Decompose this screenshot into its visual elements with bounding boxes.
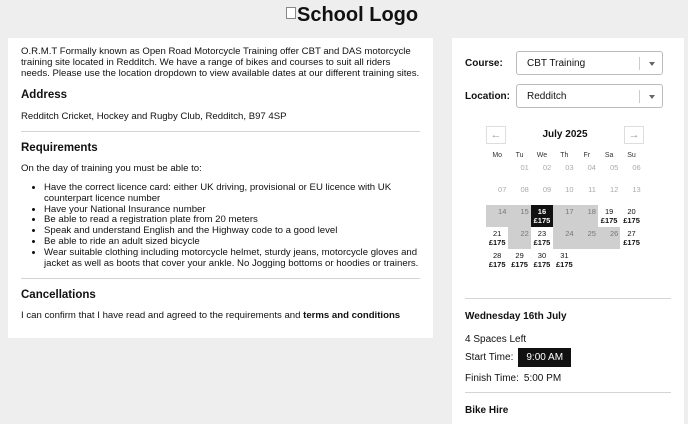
calendar-day[interactable] xyxy=(508,249,530,271)
calendar-day xyxy=(531,183,553,205)
calendar-day-number: 14 xyxy=(498,207,507,216)
location-field xyxy=(465,84,663,108)
calendar-day xyxy=(576,183,598,205)
arrow-right-icon: → xyxy=(628,129,640,141)
school-logo-alt-text: School Logo xyxy=(297,4,419,26)
requirement-item: • Be able to ride an adult sized bicycle xyxy=(44,237,420,248)
calendar-day xyxy=(620,183,642,205)
calendar-day-number: 29 xyxy=(515,251,524,260)
calendar-day[interactable] xyxy=(598,205,620,227)
calendar-day-number: 06 xyxy=(632,163,641,172)
calendar-day[interactable] xyxy=(486,227,508,249)
requirements-heading: Requirements xyxy=(21,142,98,154)
location-select-value: Redditch xyxy=(527,90,567,102)
calendar-day-number: 23 xyxy=(537,229,547,238)
calendar-day-number: 28 xyxy=(493,251,502,260)
calendar-empty-cell xyxy=(598,249,620,271)
calendar-day-number: 04 xyxy=(587,163,596,172)
course-select-value: CBT Training xyxy=(527,57,586,69)
requirement-item: • Wear suitable clothing including motorcycle helmet, sturdy jeans, motorcycle gloves and jacket as well as boots that cover your ankle. No Jogging bottoms or hoodies or trainers. xyxy=(44,248,420,270)
calendar-day-number: 08 xyxy=(520,185,529,194)
calendar-day xyxy=(576,205,598,227)
calendar-day-number: 01 xyxy=(520,163,529,172)
divider xyxy=(21,278,420,279)
calendar-day-price: £175 xyxy=(533,260,551,269)
finish-time-label: Finish Time: xyxy=(465,373,519,384)
calendar-day-number: 17 xyxy=(565,207,574,216)
select-separator xyxy=(639,90,640,103)
divider xyxy=(21,131,420,132)
calendar-day xyxy=(508,205,530,227)
calendar-day-number: 27 xyxy=(627,229,636,238)
weekday-label: Sa xyxy=(604,152,614,159)
calendar-day-number: 21 xyxy=(493,229,502,238)
school-logo xyxy=(286,4,418,27)
spaces-left: 4 Spaces Left xyxy=(465,334,527,345)
finish-time-row xyxy=(465,373,561,384)
calendar-day xyxy=(576,161,598,183)
calendar-day-price: £175 xyxy=(488,260,506,269)
bike-hire-heading: Bike Hire xyxy=(465,405,509,416)
calendar-day-number: 03 xyxy=(565,163,574,172)
calendar-day-number: 02 xyxy=(542,163,552,172)
requirements-intro: On the day of training you must be able to: xyxy=(21,163,202,174)
terms-confirmation-text: I can confirm that I have read and agreed to the requirements and xyxy=(21,310,304,322)
course-select[interactable] xyxy=(516,51,663,75)
address-heading: Address xyxy=(21,89,68,101)
terms-and-conditions-link[interactable]: terms and conditions xyxy=(303,310,401,322)
calendar-day[interactable] xyxy=(620,205,642,227)
divider xyxy=(465,298,671,299)
calendar-day xyxy=(508,183,530,205)
selected-date: Wednesday 16th July xyxy=(465,311,567,322)
calendar-day-price: £175 xyxy=(623,216,640,225)
calendar-day-price: £175 xyxy=(488,238,506,247)
requirement-item: • Have your National Insurance number xyxy=(44,205,420,216)
weekday-label: Th xyxy=(560,152,569,159)
prev-month-button[interactable] xyxy=(486,126,506,144)
calendar-day-number: 31 xyxy=(560,251,569,260)
calendar-day xyxy=(553,205,575,227)
calendar-day-number: 10 xyxy=(565,185,574,194)
calendar-day-number: 22 xyxy=(520,229,529,238)
calendar-day xyxy=(486,205,508,227)
requirement-item: • Have the correct licence card: either UK driving, provisional or EU licence with UK counterpart licence number xyxy=(44,183,420,205)
calendar-day-number: 07 xyxy=(498,185,507,194)
calendar-day-number: 11 xyxy=(588,185,596,194)
calendar-day-number: 12 xyxy=(610,185,619,194)
location-select[interactable] xyxy=(516,84,663,108)
calendar-day[interactable] xyxy=(620,227,642,249)
calendar-days xyxy=(486,161,641,271)
calendar-day xyxy=(598,183,620,205)
calendar-empty-cell xyxy=(576,249,598,271)
calendar-day-price: £175 xyxy=(533,216,551,225)
start-time-label: Start Time: xyxy=(465,352,514,363)
weekday-label: Tu xyxy=(515,152,524,159)
calendar-day xyxy=(553,161,575,183)
calendar-day xyxy=(620,161,642,183)
calendar-empty-cell xyxy=(620,249,642,271)
course-field xyxy=(465,51,663,75)
calendar-day xyxy=(508,227,530,249)
calendar-day-price: £175 xyxy=(623,238,640,247)
arrow-left-icon: ← xyxy=(490,129,502,141)
calendar-day xyxy=(486,183,508,205)
date-calendar xyxy=(486,126,641,271)
calendar-day-number: 15 xyxy=(520,207,529,216)
calendar-day xyxy=(531,161,553,183)
calendar-day-price: £175 xyxy=(533,238,551,247)
calendar-day[interactable] xyxy=(553,249,575,271)
calendar-month: July 2025 xyxy=(542,129,588,140)
calendar-day-number: 09 xyxy=(542,185,552,194)
booking-panel xyxy=(452,38,684,424)
broken-image-icon xyxy=(286,7,296,19)
calendar-day-price: £175 xyxy=(511,260,528,269)
calendar-empty-cell xyxy=(486,161,508,183)
requirements-list xyxy=(21,183,420,269)
start-time-row xyxy=(465,348,571,367)
start-time-option[interactable]: 9:00 AM xyxy=(518,348,571,367)
calendar-day xyxy=(553,227,575,249)
calendar-day-number: 05 xyxy=(610,163,619,172)
calendar-day xyxy=(598,227,620,249)
divider xyxy=(465,392,671,393)
weekday-label: We xyxy=(536,152,548,159)
weekday-label: Mo xyxy=(492,152,503,159)
weekday-header xyxy=(486,152,636,159)
cancellations-heading: Cancellations xyxy=(21,289,96,302)
calendar-day[interactable] xyxy=(486,249,508,271)
calendar-header xyxy=(486,126,640,146)
intro-text: O.R.M.T Formally known as Open Road Motorcycle Training offer CBT and DAS motorcycle training site located in Redditch. We have a range of bikes and courses to suit all riders needs. Please use the location dropdown to view available dates at our different training sites. xyxy=(21,46,420,79)
course-info-panel xyxy=(8,38,433,338)
requirement-item: • Be able to read a registration plate from 20 meters xyxy=(44,215,420,226)
calendar-day-price: £175 xyxy=(556,260,573,269)
calendar-day-number: 26 xyxy=(610,229,619,238)
calendar-day-number: 19 xyxy=(604,207,614,216)
next-month-button[interactable] xyxy=(624,126,644,144)
calendar-day-number: 25 xyxy=(587,229,596,238)
terms-confirmation xyxy=(21,310,420,321)
location-label: Location: xyxy=(465,90,510,102)
calendar-day xyxy=(576,227,598,249)
calendar-day xyxy=(508,161,530,183)
calendar-day-number: 16 xyxy=(537,207,547,216)
calendar-day-price: £175 xyxy=(600,216,618,225)
address-text: Redditch Cricket, Hockey and Rugby Club, Redditch, B97 4SP xyxy=(21,111,287,122)
calendar-day-number: 13 xyxy=(632,185,641,194)
calendar-day-number: 18 xyxy=(587,207,596,216)
weekday-label: Fr xyxy=(583,152,591,159)
calendar-day[interactable] xyxy=(531,249,553,271)
requirement-item: • Speak and understand English and the Highway code to a good level xyxy=(44,226,420,237)
weekday-label: Su xyxy=(627,152,636,159)
chevron-down-icon xyxy=(649,95,655,99)
calendar-day xyxy=(598,161,620,183)
calendar-day-number: 20 xyxy=(627,207,636,216)
chevron-down-icon xyxy=(649,62,655,66)
finish-time-value: 5:00 PM xyxy=(523,373,562,384)
calendar-day-number: 24 xyxy=(565,229,574,238)
calendar-day[interactable] xyxy=(531,205,553,227)
select-separator xyxy=(639,57,640,70)
calendar-day-number: 30 xyxy=(537,251,547,260)
course-label: Course: xyxy=(465,57,503,69)
calendar-day xyxy=(553,183,575,205)
calendar-day[interactable] xyxy=(531,227,553,249)
